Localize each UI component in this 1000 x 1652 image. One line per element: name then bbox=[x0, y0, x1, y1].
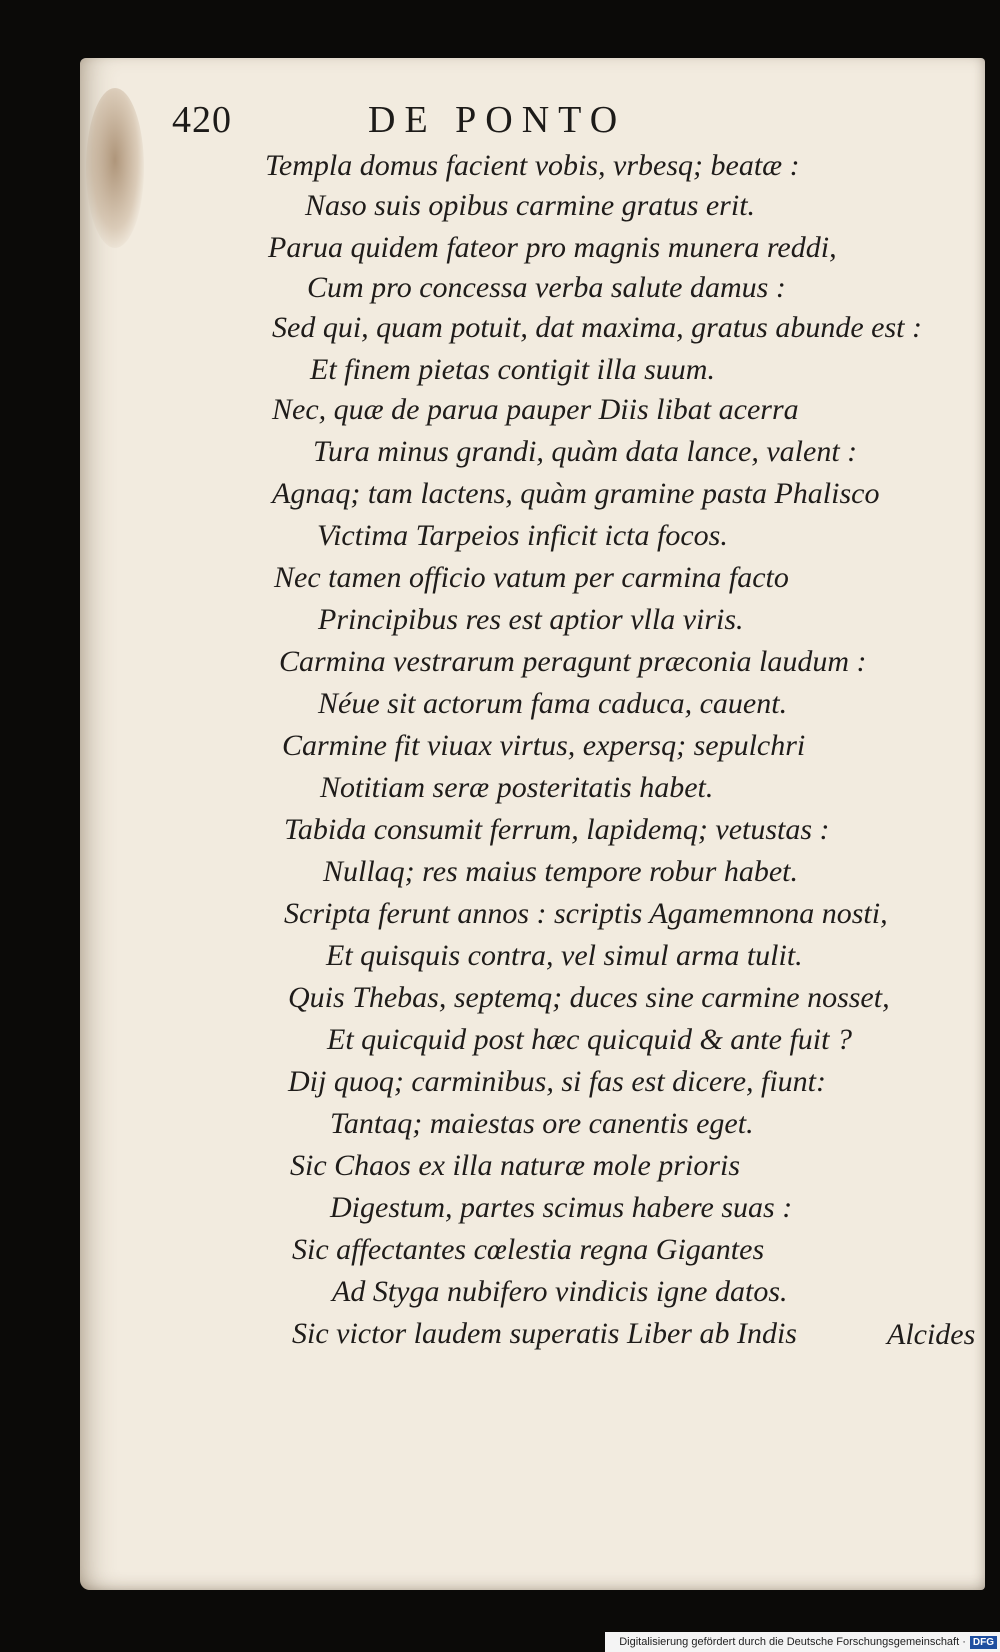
verse-line: Sic victor laudem superatis Liber ab Indis bbox=[292, 1317, 797, 1350]
verse-line: Notitiam seræ posteritatis habet. bbox=[320, 771, 714, 804]
verse-line: Quis Thebas, septemq; duces sine carmine nosset, bbox=[288, 981, 890, 1014]
digitization-footer bbox=[605, 1632, 1000, 1652]
verse-line: Sic Chaos ex illa naturæ mole prioris bbox=[290, 1149, 740, 1182]
attribution-text: Digitalisierung gefördert durch die Deutsche Forschungsgemeinschaft · bbox=[619, 1636, 966, 1648]
verse-line: Parua quidem fateor pro magnis munera reddi, bbox=[268, 231, 837, 264]
verse-line: Cum pro concessa verba salute damus : bbox=[307, 271, 786, 304]
verse-line: Dij quoq; carminibus, si fas est dicere, fiunt: bbox=[288, 1065, 827, 1098]
verse-line: Ad Styga nubifero vindicis igne datos. bbox=[332, 1275, 788, 1308]
verse-line: Et quicquid post hæc quicquid & ante fuit ? bbox=[327, 1023, 852, 1056]
page-number: 420 bbox=[172, 99, 232, 141]
verse-line: Sic affectantes cœlestia regna Gigantes bbox=[292, 1233, 765, 1266]
verse-line: Et quisquis contra, vel simul arma tulit. bbox=[326, 939, 803, 972]
verse-line: Et finem pietas contigit illa suum. bbox=[310, 353, 715, 386]
verse-line: Digestum, partes scimus habere suas : bbox=[330, 1191, 793, 1224]
verse-line: Tabida consumit ferrum, lapidemq; vetustas : bbox=[284, 813, 830, 846]
verse-line: Agnaq; tam lactens, quàm gramine pasta Phalisco bbox=[272, 477, 880, 510]
verse-line: Principibus res est aptior vlla viris. bbox=[318, 603, 744, 636]
verse-line: Naso suis opibus carmine gratus erit. bbox=[305, 189, 756, 222]
page-header bbox=[172, 98, 772, 148]
verse-line: Templa domus facient vobis, vrbesq; beatæ : bbox=[265, 149, 800, 182]
verse-line: Tura minus grandi, quàm data lance, valent : bbox=[313, 435, 858, 468]
verse-line: Nec tamen officio vatum per carmina facto bbox=[274, 561, 789, 594]
verse-line: Néue sit actorum fama caduca, cauent. bbox=[318, 687, 788, 720]
verse-line: Scripta ferunt annos : scriptis Agamemnona nosti, bbox=[284, 897, 888, 930]
dfg-logo: DFG bbox=[970, 1636, 997, 1649]
catchword: Alcides bbox=[887, 1318, 976, 1351]
running-head: DE PONTO bbox=[368, 99, 627, 141]
verse-line: Sed qui, quam potuit, dat maxima, gratus abunde est : bbox=[272, 311, 922, 344]
page-stain bbox=[86, 88, 144, 248]
verse-line: Tantaq; maiestas ore canentis eget. bbox=[330, 1107, 754, 1140]
verse-line: Carmina vestrarum peragunt præconia laudum : bbox=[279, 645, 867, 678]
verse-line: Carmine fit viuax virtus, expersq; sepulchri bbox=[282, 729, 806, 762]
verse-line: Nullaq; res maius tempore robur habet. bbox=[323, 855, 798, 888]
verse-line: Nec, quæ de parua pauper Diis libat acerra bbox=[272, 393, 799, 426]
verse-line: Victima Tarpeios inficit icta focos. bbox=[317, 519, 728, 552]
